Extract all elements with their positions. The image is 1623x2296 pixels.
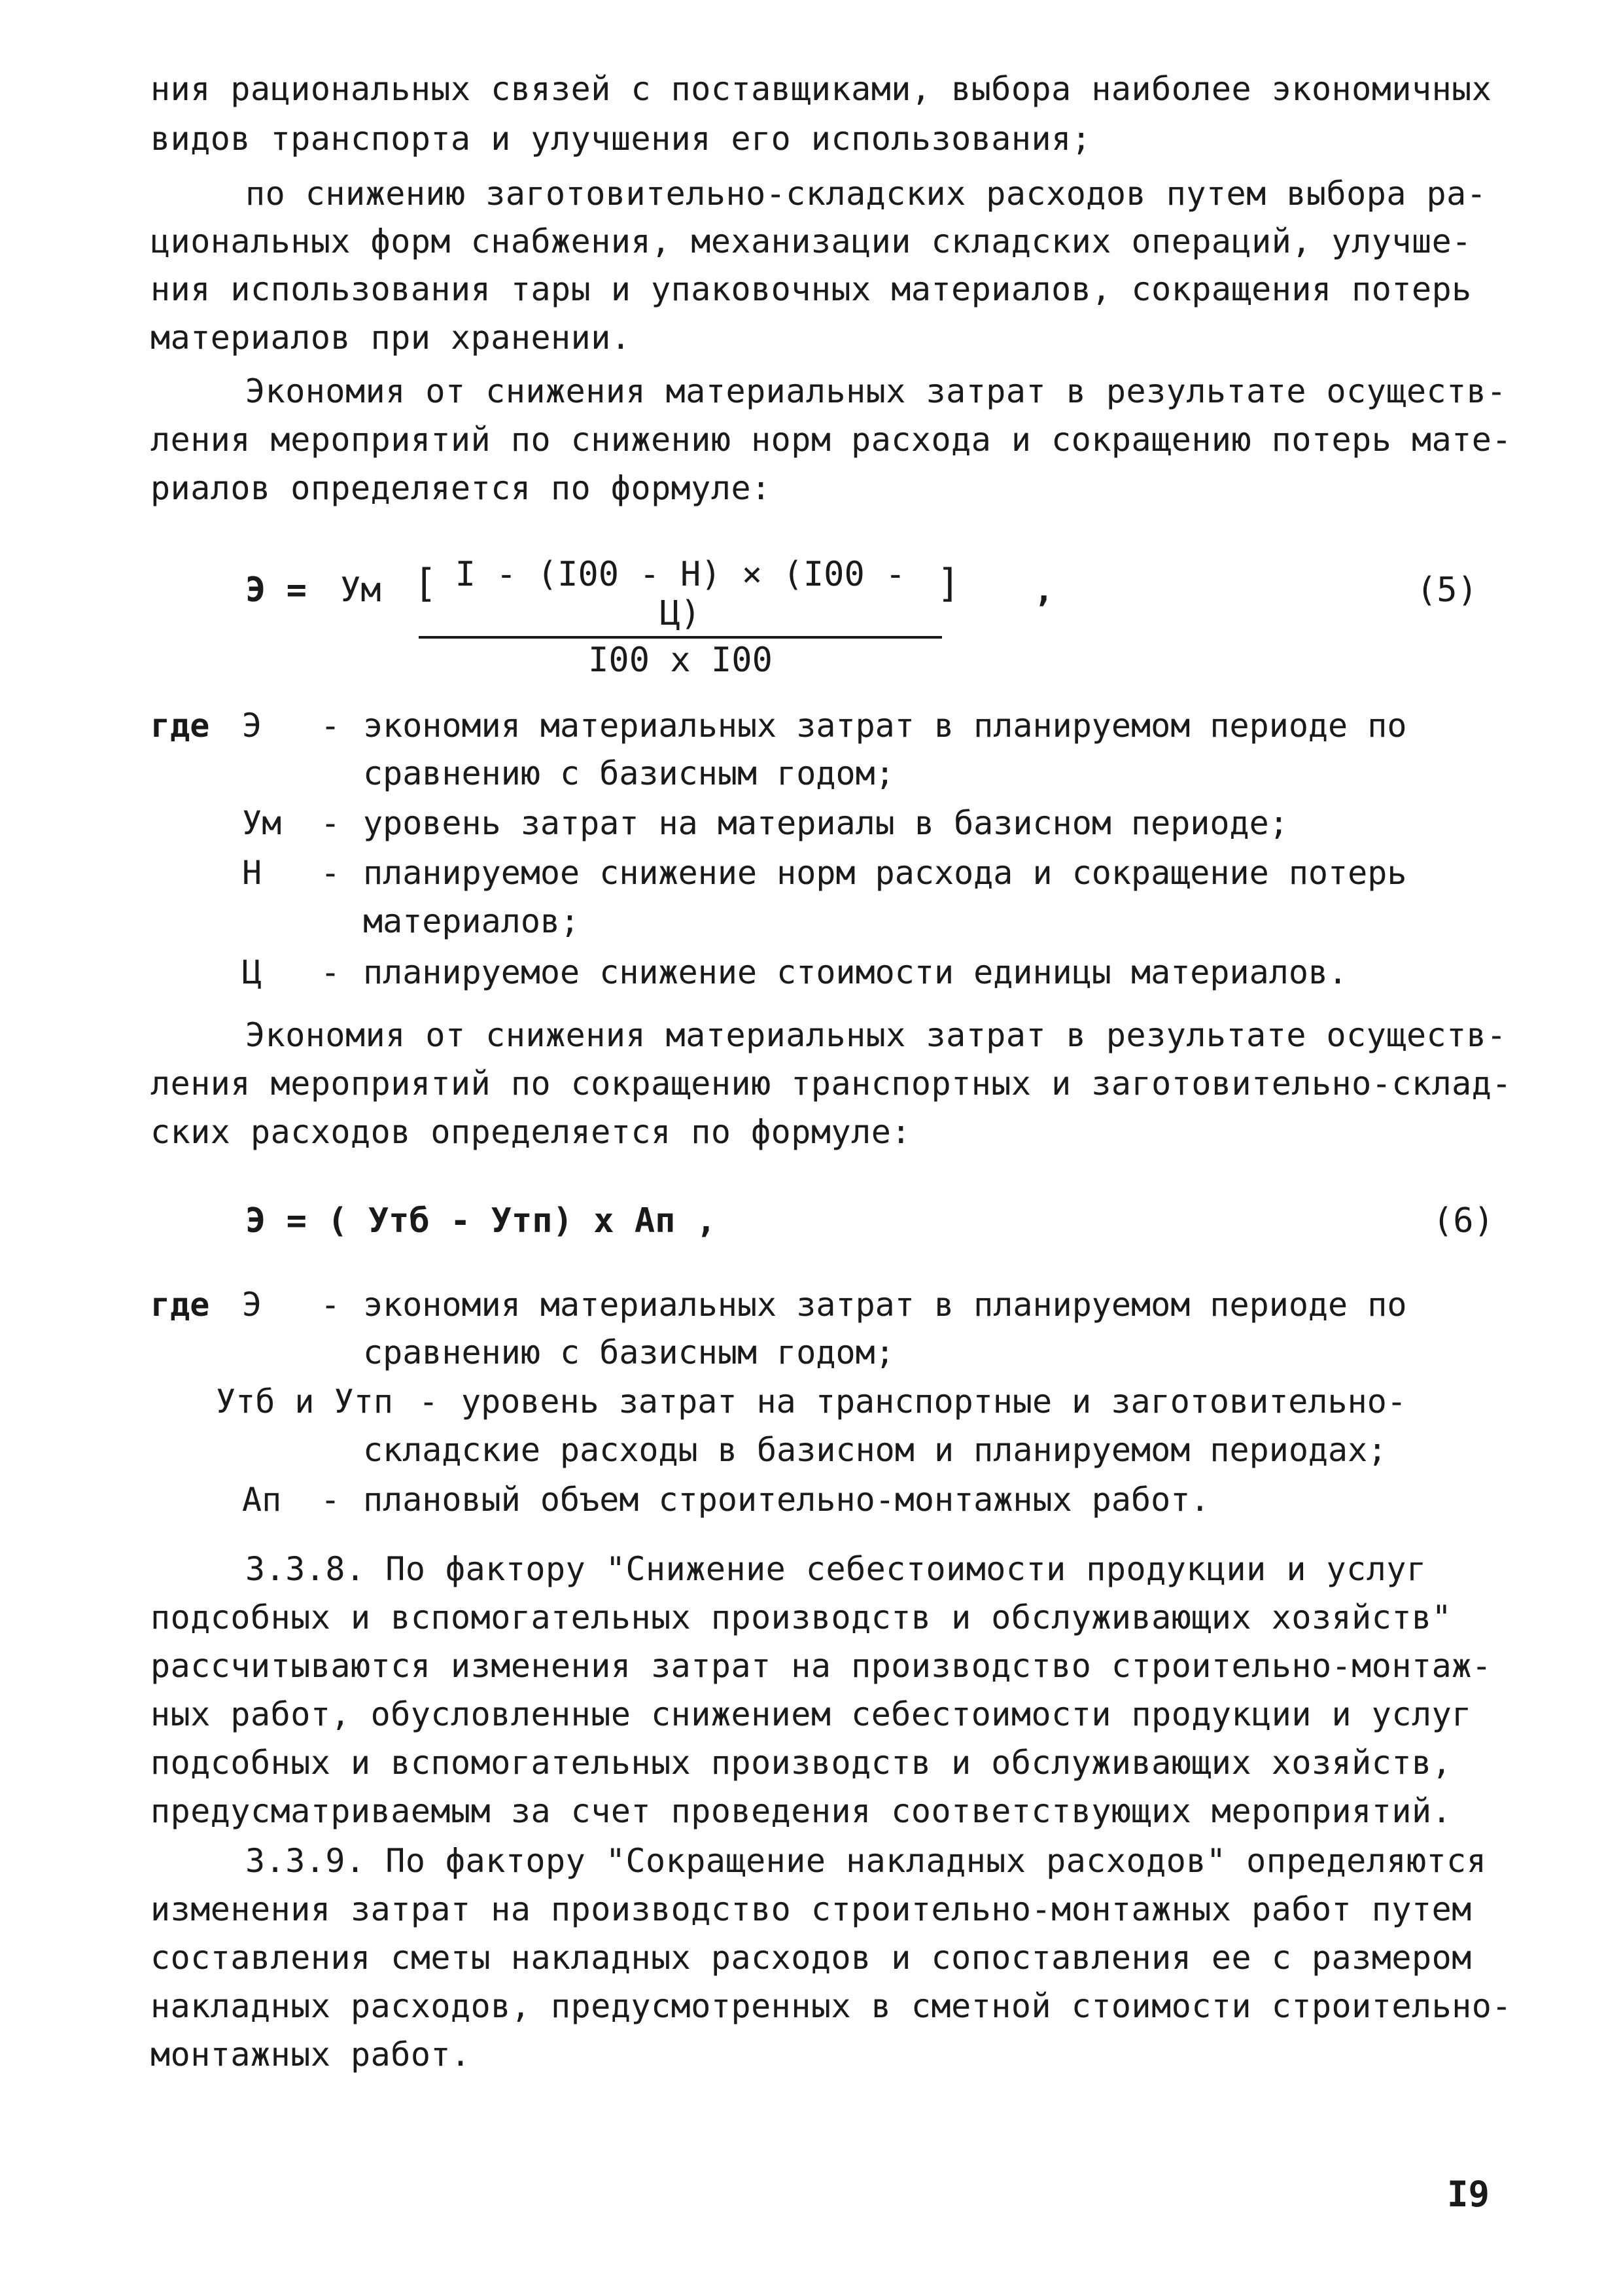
formula-comma: , xyxy=(1034,571,1055,610)
def-symbol: Утб и Утп xyxy=(216,1383,393,1421)
def-text: складские расходы в базисном и планируемом периодах; xyxy=(363,1431,1387,1469)
text-line: Экономия от снижения материальных затрат в результате осуществ- xyxy=(245,1016,1507,1054)
where-label: где xyxy=(150,707,210,745)
def-symbol: Э xyxy=(242,1286,262,1324)
def-text: уровень затрат на материалы в базисном периоде; xyxy=(363,804,1289,842)
def-dash: - xyxy=(419,1383,439,1421)
formula-number: (5) xyxy=(1416,571,1478,610)
def-text: планируемое снижение норм расхода и сокращение потерь xyxy=(363,854,1407,892)
text-line: материалов при хранении. xyxy=(150,319,631,357)
def-dash: - xyxy=(321,1481,341,1519)
def-dash: - xyxy=(321,804,341,842)
text-line: ных работ, обусловленные снижением себестоимости продукции и услуг xyxy=(150,1695,1472,1733)
formula-denominator: I00 x I00 xyxy=(588,641,773,680)
formula-text: Э = ( Утб - Утп) х Ап , xyxy=(245,1201,717,1241)
text-line: риалов определяется по формуле: xyxy=(150,469,771,507)
text-line: подсобных и вспомогательных производств и обслуживающих хозяйств, xyxy=(150,1744,1452,1782)
def-text: экономия материальных затрат в планируемом периоде по xyxy=(363,1286,1407,1324)
formula-coefficient: Ум xyxy=(340,571,381,610)
where-label: где xyxy=(150,1286,210,1324)
def-dash: - xyxy=(321,707,341,745)
right-bracket: ] xyxy=(937,561,961,607)
def-dash: - xyxy=(321,953,341,991)
text-line: ских расходов определяется по формуле: xyxy=(150,1113,911,1151)
text-line: циональных форм снабжения, механизации складских операций, улучше- xyxy=(150,222,1472,260)
text-line: ния использования тары и упаковочных материалов, сокращения потерь xyxy=(150,270,1472,308)
def-dash: - xyxy=(321,854,341,892)
formula-number: (6) xyxy=(1433,1201,1494,1241)
text-line: Экономия от снижения материальных затрат в результате осуществ- xyxy=(245,372,1507,410)
formula-lhs: Э = xyxy=(245,571,307,610)
text-line: накладных расходов, предусмотренных в сметной стоимости строительно- xyxy=(150,1987,1512,2025)
text-line: 3.3.9. По фактору "Сокращение накладных расходов" определяются xyxy=(245,1842,1487,1880)
text-line: ления мероприятий по сокращению транспортных и заготовительно-склад- xyxy=(150,1065,1512,1103)
text-line: по снижению заготовительно-складских расходов путем выбора ра- xyxy=(245,175,1487,213)
text-line: предусматриваемым за счет проведения соответствующих мероприятий. xyxy=(150,1792,1452,1830)
def-text: планируемое снижение стоимости единицы материалов. xyxy=(363,953,1348,991)
def-text: плановый объем строительно-монтажных работ. xyxy=(363,1481,1210,1519)
def-symbol: Ум xyxy=(242,804,282,842)
text-line: изменения затрат на производство строительно-монтажных работ путем xyxy=(150,1890,1472,1928)
def-text: материалов; xyxy=(363,902,580,940)
def-symbol: Ц xyxy=(242,953,262,991)
def-text: уровень затрат на транспортные и заготовительно- xyxy=(461,1383,1406,1421)
def-symbol: Н xyxy=(242,854,262,892)
def-text: сравнению с базисным годом; xyxy=(363,754,895,792)
text-line: монтажных работ. xyxy=(150,2036,471,2074)
formula-numerator: I - (I00 - Н) × (I00 - Ц) xyxy=(419,555,942,639)
formula-fraction xyxy=(419,555,942,682)
text-line: составления сметы накладных расходов и сопоставления ее с размером xyxy=(150,1939,1472,1977)
text-line: ния рациональных связей с поставщиками, выбора наиболее экономичных xyxy=(150,70,1492,108)
text-line: подсобных и вспомогательных производств и обслуживающих хозяйств" xyxy=(150,1598,1452,1636)
def-symbol: Э xyxy=(242,707,262,745)
text-line: ления мероприятий по снижению норм расхода и сокращению потерь мате- xyxy=(150,421,1512,459)
def-symbol: Ап xyxy=(242,1481,282,1519)
def-text: сравнению с базисным годом; xyxy=(363,1333,895,1371)
text-line: 3.3.8. По фактору "Снижение себестоимости продукции и услуг xyxy=(245,1550,1427,1588)
left-bracket: [ xyxy=(413,561,438,607)
def-dash: - xyxy=(321,1286,341,1324)
def-text: экономия материальных затрат в планируемом периоде по xyxy=(363,707,1407,745)
text-line: видов транспорта и улучшения его использования; xyxy=(150,120,1092,158)
page-number: I9 xyxy=(1447,2174,1490,2215)
text-line: рассчитываются изменения затрат на производство строительно-монтаж- xyxy=(150,1647,1492,1685)
